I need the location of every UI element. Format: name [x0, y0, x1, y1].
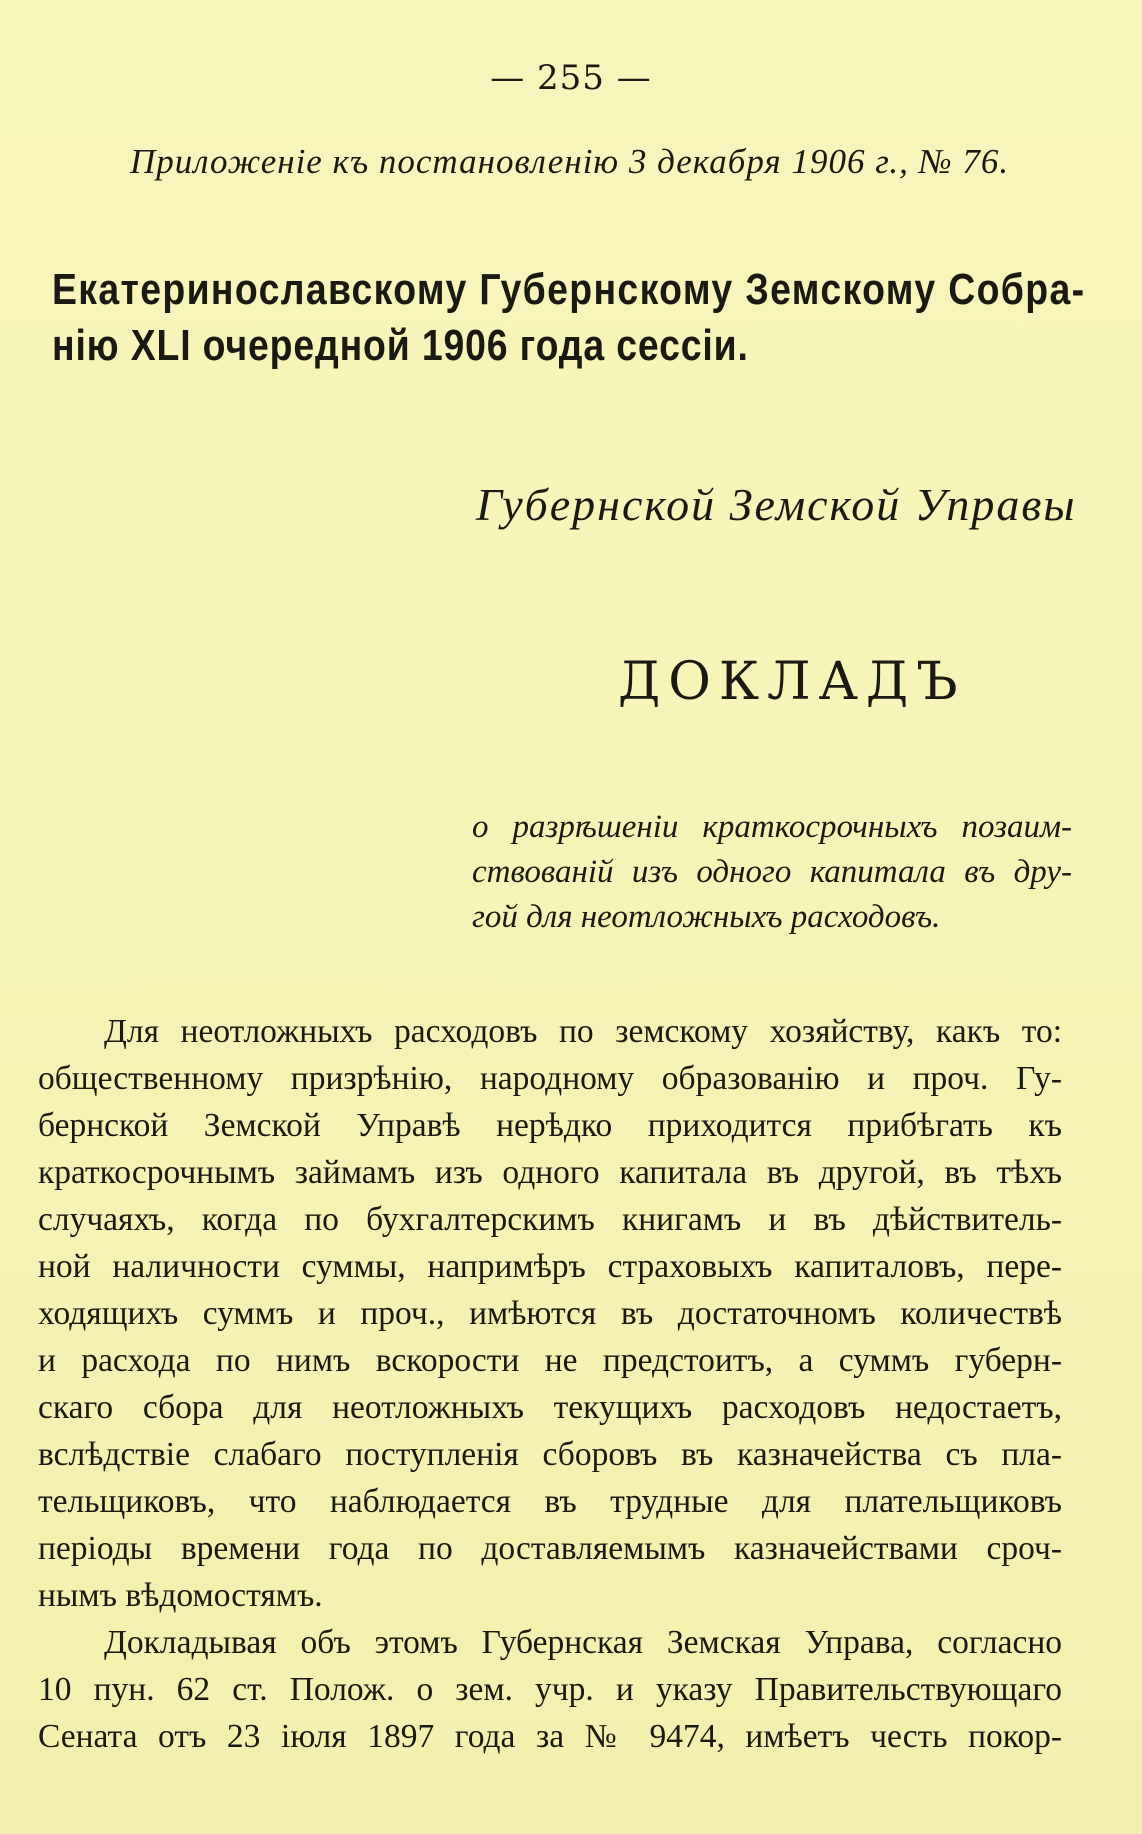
- board-name: Губернской Земской Управы: [476, 479, 1077, 530]
- body-line: Для неотложныхъ расходовъ по земскому хозяйству, какъ то:: [104, 1013, 1062, 1050]
- subject-line: гой для неотложныхъ расходовъ.: [472, 899, 941, 935]
- body-line: 10 пун. 62 ст. Полож. о зем. учр. и указу Правительствующаго: [38, 1671, 1062, 1708]
- body-line: вслѣдствіе слабаго поступленія сборовъ въ казначейства съ пла-: [38, 1436, 1062, 1473]
- body-line: ной наличности суммы, напримѣръ страховыхъ капиталовъ, пере-: [38, 1248, 1062, 1285]
- body-line: случаяхъ, когда по бухгалтерскимъ книгамъ и въ дѣйствитель-: [38, 1201, 1062, 1238]
- body-line: нымъ вѣдомостямъ.: [38, 1577, 323, 1614]
- body-line: скаго сбора для неотложныхъ текущихъ расходовъ недостаетъ,: [38, 1389, 1062, 1426]
- body-line: бернской Земской Управѣ нерѣдко приходится прибѣгать къ: [38, 1107, 1062, 1144]
- addressee-heading: [52, 262, 1089, 374]
- addressee-line-2: нію XLI очередной 1906 года сессіи.: [52, 321, 749, 370]
- body-line: краткосрочнымъ займамъ изъ одного капитала въ другой, въ тѣхъ: [38, 1154, 1062, 1191]
- page-number: — 255 —: [490, 58, 652, 98]
- addressee-line-1: Екатеринославскому Губернскому Земскому Собра-: [52, 265, 1086, 314]
- report-subject: [472, 805, 1072, 940]
- body-line: Сената отъ 23 іюля 1897 года за № 9474, имѣетъ честь покор-: [38, 1718, 1062, 1755]
- body-text: [38, 1008, 1062, 1760]
- body-line: Докладывая объ этомъ Губернская Земская Управа, согласно: [104, 1624, 1062, 1661]
- body-line: ходящихъ суммъ и проч., имѣются въ достаточномъ количествѣ: [38, 1295, 1062, 1332]
- body-line: тельщиковъ, что наблюдается въ трудные для плательщиковъ: [38, 1483, 1062, 1520]
- subject-line: ствованій изъ одного капитала въ дру-: [472, 854, 1072, 890]
- document-title: ДОКЛАДЪ: [618, 652, 966, 712]
- body-line: общественному призрѣнію, народному образованію и проч. Гу-: [38, 1060, 1062, 1097]
- body-line: и расхода по нимъ вскорости не предстоитъ, а суммъ губерн-: [38, 1342, 1062, 1379]
- body-line: періоды времени года по доставляемымъ казначействами сроч-: [38, 1530, 1062, 1567]
- subject-line: о разрѣшеніи краткосрочныхъ позаим-: [472, 809, 1072, 845]
- appendix-note: Приложеніе къ постановленію 3 декабря 1906 г., № 76.: [130, 142, 1010, 181]
